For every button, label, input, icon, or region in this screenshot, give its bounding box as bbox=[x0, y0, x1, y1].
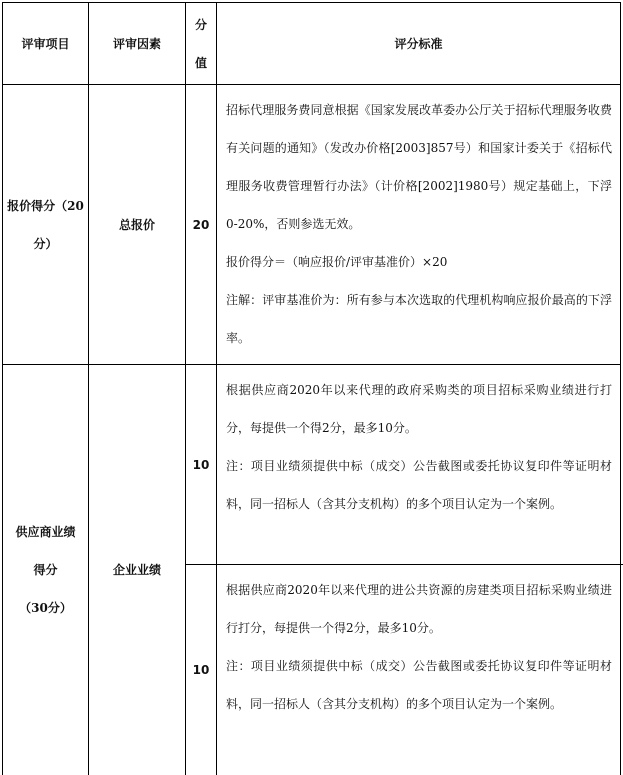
criteria-performance-1-para2: 注：项目业绩须提供中标（成交）公告截图或委托协议复印件等证明材料，同一招标人（含其分支机构）的多个项目认定为一个案例。 bbox=[226, 459, 612, 511]
header-score-bottom: 值 bbox=[194, 55, 207, 70]
scoring-table-wrapper bbox=[2, 2, 621, 775]
cell-item-price bbox=[3, 85, 89, 365]
item-performance-line3: （30分） bbox=[19, 600, 72, 615]
cell-factor-enterprise-performance: 企业业绩 bbox=[89, 365, 186, 775]
cell-factor-total-price: 总报价 bbox=[89, 85, 186, 365]
item-price-line1: 报价得分（20 bbox=[7, 198, 84, 213]
criteria-performance-1-para1: 根据供应商2020年以来代理的政府采购类的项目招标采购业绩进行打分，每提供一个得2分，最多10分。 bbox=[226, 383, 612, 435]
cell-criteria-performance-2 bbox=[217, 565, 621, 775]
criteria-performance-2-para2: 注：项目业绩须提供中标（成交）公告截图或委托协议复印件等证明材料，同一招标人（含其分支机构）的多个项目认定为一个案例。 bbox=[226, 659, 612, 711]
header-scoring-criteria: 评分标准 bbox=[217, 3, 621, 85]
header-score-top: 分 bbox=[194, 17, 207, 32]
cell-criteria-price bbox=[217, 85, 621, 365]
cell-item-performance bbox=[3, 365, 89, 775]
criteria-price-para3: 注解：评审基准价为：所有参与本次选取的代理机构响应报价最高的下浮率。 bbox=[226, 293, 612, 345]
cell-score-performance-2: 10 bbox=[186, 565, 217, 775]
header-review-factor: 评审因素 bbox=[89, 3, 186, 85]
criteria-performance-2-para1: 根据供应商2020年以来代理的进公共资源的房建类项目招标采购业绩进行打分，每提供一个得2分，最多10分。 bbox=[226, 583, 612, 635]
table-row-performance-1 bbox=[3, 365, 621, 565]
scoring-table bbox=[2, 2, 621, 775]
header-review-item: 评审项目 bbox=[3, 3, 89, 85]
cell-criteria-performance-1 bbox=[217, 365, 621, 565]
item-performance-line2: 得分 bbox=[33, 562, 58, 577]
criteria-price-para2: 报价得分＝（响应报价/评审基准价）×20 bbox=[226, 255, 448, 269]
header-row bbox=[3, 3, 621, 85]
cell-score-price: 20 bbox=[186, 85, 217, 365]
item-performance-line1: 供应商业绩 bbox=[15, 524, 76, 539]
table-row-price bbox=[3, 85, 621, 365]
cell-score-performance-1: 10 bbox=[186, 365, 217, 565]
criteria-price-para1: 招标代理服务费同意根据《国家发展改革委办公厅关于招标代理服务收费有关问题的通知》（发改办价格[2003]857号）和国家计委关于《招标代理服务收费管理暂行办法》（计价格[2002]1980号）规定基础上，下浮0-20%，否则参选无效。 bbox=[226, 103, 612, 231]
item-price-line2: 分） bbox=[33, 236, 58, 251]
header-score-value bbox=[186, 3, 217, 85]
